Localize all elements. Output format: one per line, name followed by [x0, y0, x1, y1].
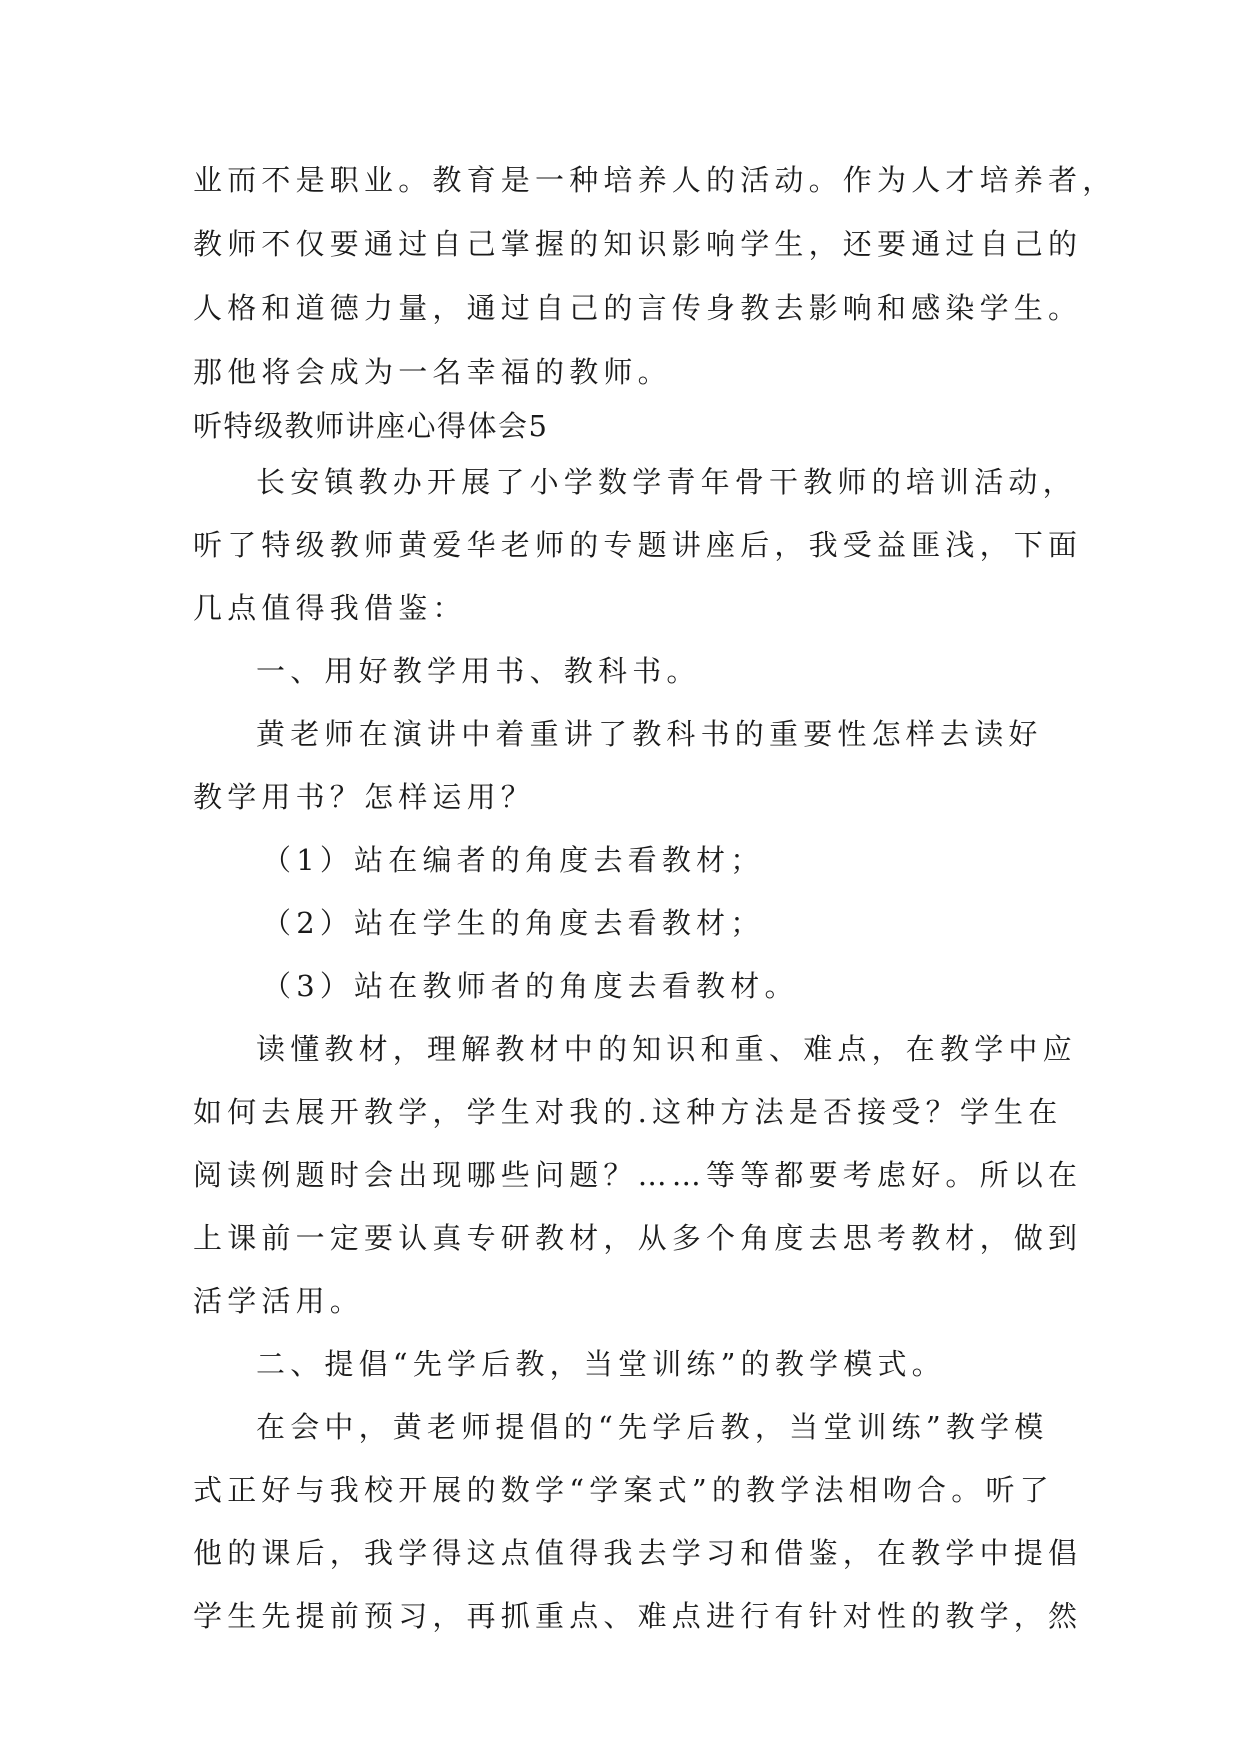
paragraph-line: 他的课后，我学得这点值得我去学习和借鉴，在教学中提倡 [193, 1536, 1083, 1570]
section-heading: 一、用好教学用书、教科书。 [256, 654, 701, 688]
paragraph-line: 那他将会成为一名幸福的教师。 [193, 355, 672, 389]
paragraph-line: 在会中，黄老师提倡的“先学后教，当堂训练”教学模 [256, 1410, 1049, 1444]
paragraph-line: 教师不仅要通过自己掌握的知识影响学生，还要通过自己的 [193, 227, 1083, 261]
paragraph-line: 业而不是职业。教育是一种培养人的活动。作为人才培养者， [193, 163, 1117, 197]
paragraph-line: 阅读例题时会出现哪些问题？……等等都要考虑好。所以在 [193, 1158, 1083, 1192]
paragraph-line: 长安镇教办开展了小学数学青年骨干教师的培训活动， [256, 465, 1077, 499]
paragraph-line: 如何去展开教学，学生对我的.这种方法是否接受？学生在 [193, 1095, 1063, 1129]
list-item: （2）站在学生的角度去看教材； [262, 906, 765, 940]
paragraph-line: 人格和道德力量，通过自己的言传身教去影响和感染学生。 [193, 291, 1083, 325]
section-heading: 二、提倡“先学后教，当堂训练”的教学模式。 [256, 1347, 946, 1381]
section-title: 听特级教师讲座心得体会5 [193, 409, 549, 443]
list-item: （1）站在编者的角度去看教材； [262, 843, 765, 877]
paragraph-line: 几点值得我借鉴： [193, 591, 467, 625]
paragraph-line: 读懂教材，理解教材中的知识和重、难点，在教学中应 [256, 1032, 1077, 1066]
list-item: （3）站在教师者的角度去看教材。 [262, 969, 799, 1003]
paragraph-line: 活学活用。 [193, 1284, 365, 1318]
paragraph-line: 学生先提前预习，再抓重点、难点进行有针对性的教学，然 [193, 1599, 1083, 1633]
paragraph-line: 上课前一定要认真专研教材，从多个角度去思考教材，做到 [193, 1221, 1083, 1255]
paragraph-line: 黄老师在演讲中着重讲了教科书的重要性怎样去读好 [256, 717, 1043, 751]
paragraph-line: 式正好与我校开展的数学“学案式”的教学法相吻合。听了 [193, 1473, 1054, 1507]
paragraph-line: 教学用书？怎样运用？ [193, 780, 536, 814]
paragraph-line: 听了特级教师黄爱华老师的专题讲座后，我受益匪浅，下面 [193, 528, 1083, 562]
